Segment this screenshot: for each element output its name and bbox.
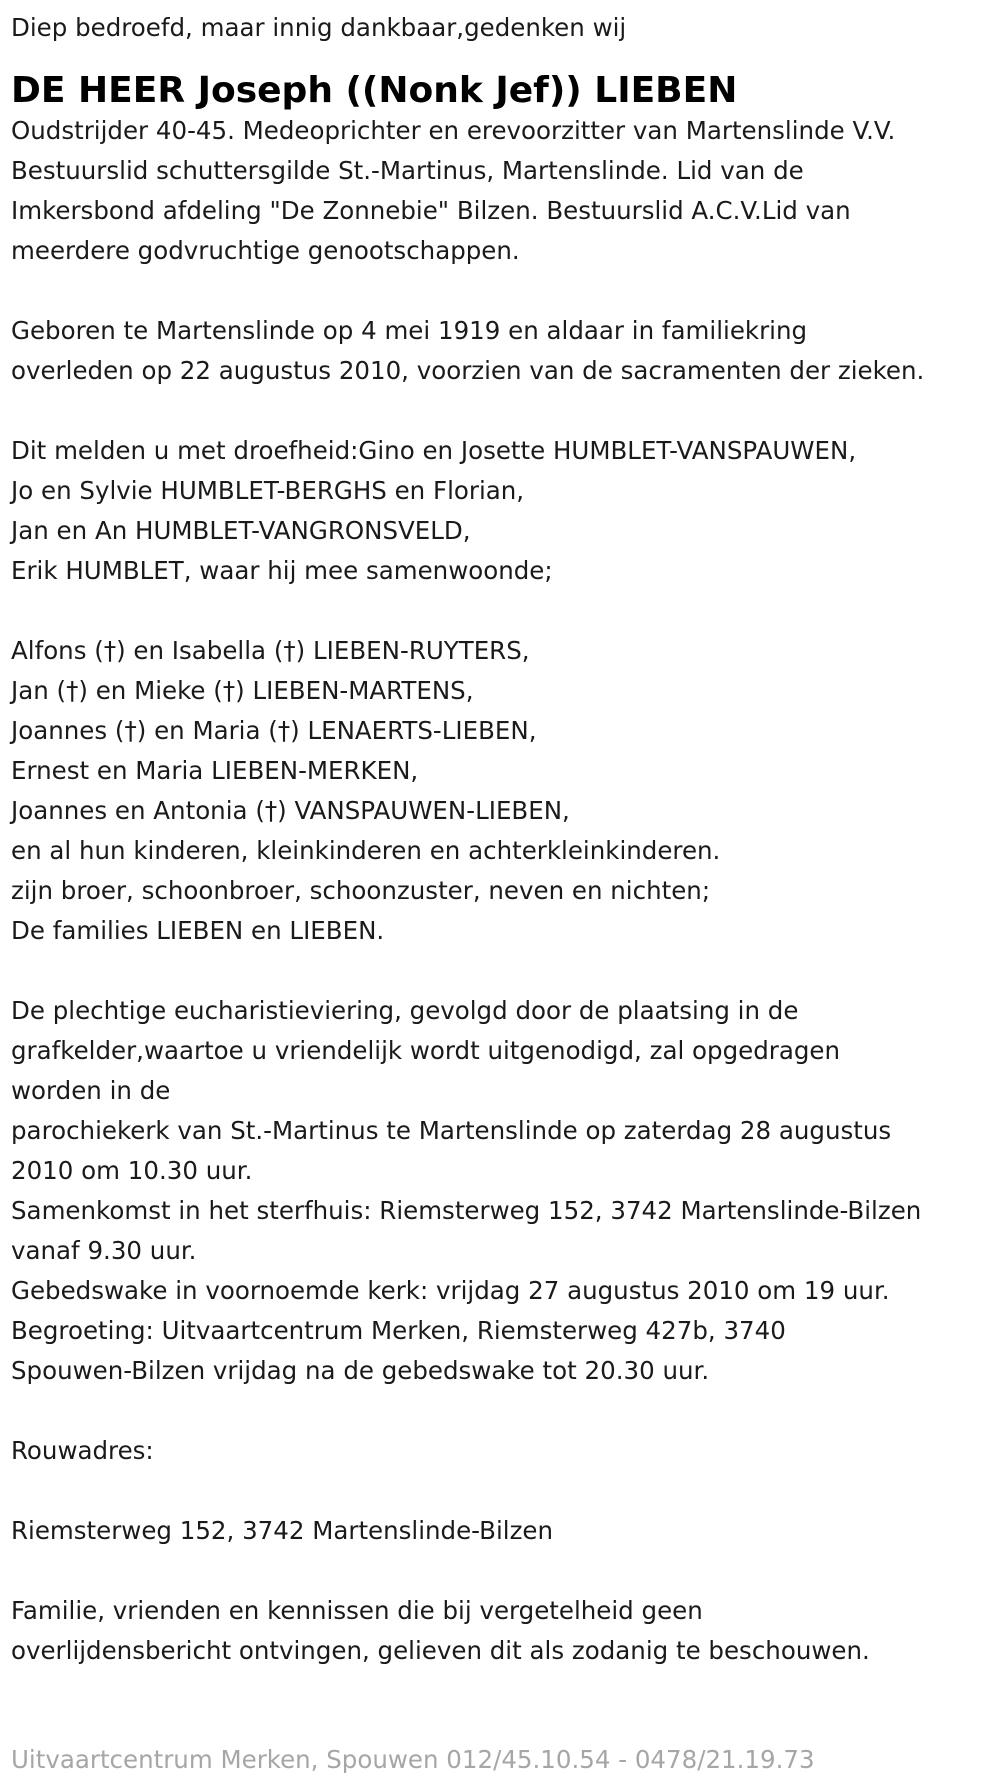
birth-line: overleden op 22 augustus 2010, voorzien van de sacramenten der zieken. [11,356,925,385]
birth-line: Geboren te Martenslinde op 4 mei 1919 en aldaar in familiekring [11,316,808,345]
family-line: De families LIEBEN en LIEBEN. [11,916,385,945]
ceremony-line: Begroeting: Uitvaartcentrum Merken, Riemsterweg 427b, 3740 [11,1316,786,1345]
deceased-name-title: DE HEER Joseph ((Nonk Jef)) LIEBEN [11,70,738,111]
closing-note [11,1591,990,1671]
ceremony-line: Gebedswake in voornoemde kerk: vrijdag 27 augustus 2010 om 19 uur. [11,1276,890,1305]
family-line: Joannes en Antonia (†) VANSPAUWEN-LIEBEN, [11,796,570,825]
announcers [11,431,990,591]
ceremony-info [11,991,990,1391]
announcer-line: Dit melden u met droefheid:Gino en Josette HUMBLET-VANSPAUWEN, [11,436,857,465]
bio-line: Bestuurslid schuttersgilde St.-Martinus, Martenslinde. Lid van de [11,156,804,185]
announcer-line: Erik HUMBLET, waar hij mee samenwoonde; [11,556,553,585]
family-line: Alfons (†) en Isabella (†) LIEBEN-RUYTERS, [11,636,530,665]
bio-line: Oudstrijder 40-45. Medeoprichter en erevoorzitter van Martenslinde V.V. [11,116,896,145]
ceremony-line: worden in de [11,1076,171,1105]
family-list [11,631,990,951]
ceremony-line: vanaf 9.30 uur. [11,1236,197,1265]
ceremony-line: De plechtige eucharistieviering, gevolgd door de plaatsing in de [11,996,799,1025]
family-line: en al hun kinderen, kleinkinderen en achterkleinkinderen. [11,836,721,865]
funeral-home-footer: Uitvaartcentrum Merken, Spouwen 012/45.10.54 - 0478/21.19.73 [11,1745,815,1774]
biography [11,111,990,271]
family-line: Joannes (†) en Maria (†) LENAERTS-LIEBEN, [11,716,537,745]
ceremony-line: Samenkomst in het sterfhuis: Riemsterweg 152, 3742 Martenslinde-Bilzen [11,1196,922,1225]
closing-line: overlijdensbericht ontvingen, gelieven dit als zodanig te beschouwen. [11,1636,870,1665]
bio-line: Imkersbond afdeling "De Zonnebie" Bilzen. Bestuurslid A.C.V.Lid van [11,196,851,225]
ceremony-line: grafkelder,waartoe u vriendelijk wordt uitgenodigd, zal opgedragen [11,1036,841,1065]
closing-line: Familie, vrienden en kennissen die bij vergetelheid geen [11,1596,703,1625]
announcer-line: Jan en An HUMBLET-VANGRONSVELD, [11,516,471,545]
announcer-line: Jo en Sylvie HUMBLET-BERGHS en Florian, [11,476,525,505]
ceremony-line: 2010 om 10.30 uur. [11,1156,253,1185]
family-line: Ernest en Maria LIEBEN-MERKEN, [11,756,419,785]
ceremony-line: Spouwen-Bilzen vrijdag na de gebedswake tot 20.30 uur. [11,1356,710,1385]
family-line: Jan (†) en Mieke (†) LIEBEN-MARTENS, [11,676,474,705]
ceremony-line: parochiekerk van St.-Martinus te Martenslinde op zaterdag 28 augustus [11,1116,892,1145]
mourning-address: Riemsterweg 152, 3742 Martenslinde-Bilzen [11,1516,554,1545]
address-label: Rouwadres: [11,1436,154,1465]
family-line: zijn broer, schoonbroer, schoonzuster, neven en nichten; [11,876,711,905]
birth-death-info [11,311,990,391]
bio-line: meerdere godvruchtige genootschappen. [11,236,520,265]
intro-text: Diep bedroefd, maar innig dankbaar,gedenken wij [11,13,627,42]
